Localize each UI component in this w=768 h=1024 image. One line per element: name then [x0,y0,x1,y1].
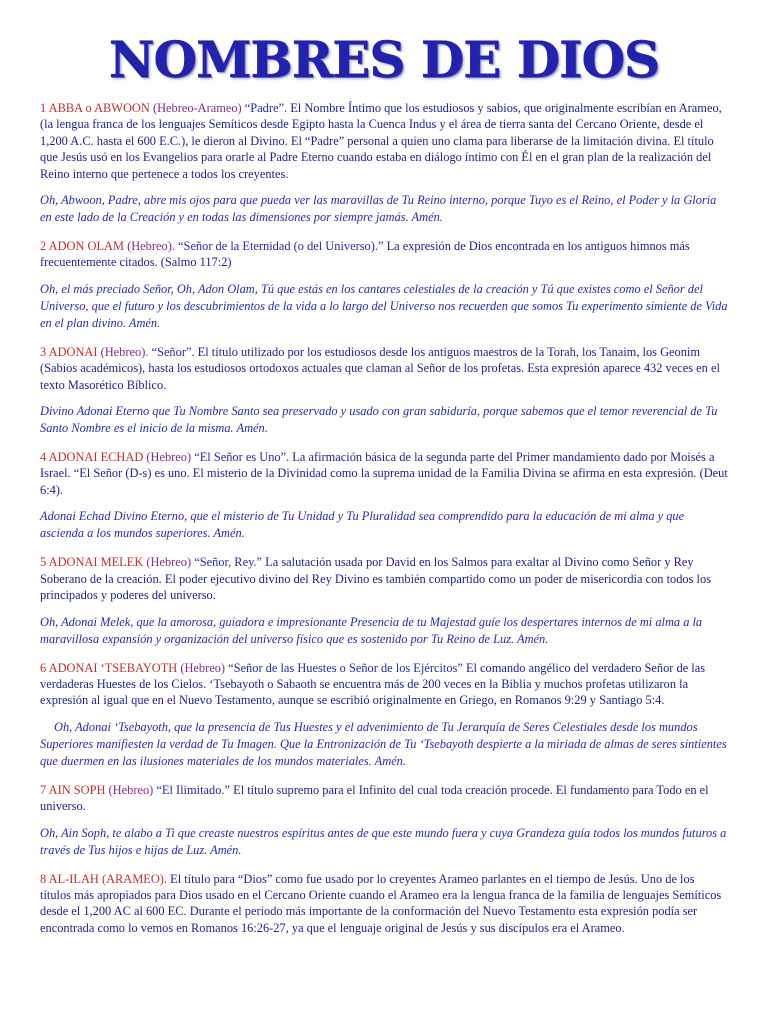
entry-4-language: (Hebreo) [146,450,192,465]
entry-6-number: 6 [40,660,47,675]
entry-2-language: (Hebreo). [127,239,175,254]
entry-6 [40,660,728,770]
entry-4 [40,449,728,542]
entry-3-language: (Hebreo). [100,344,149,359]
entry-4-number: 4 [40,450,47,465]
entry-7 [40,782,728,859]
entry-2-body: La expresión de Dios encontrada en los antiguos himnos más frecuentemente citados. (Salmo 117:2) [40,239,690,270]
entry-8-body: El título para “Dios” como fue usado por lo creyentes Arameo parlantes en el tiempo de Jesús. Uno de los títulos más apropiados para Dios usado en el Cercano Oriente cuando el Arameo era la lengua franca de la familia de lenguajes Semíticos desde el 1,200 AC al 600 EC. Durante el periodo más importante de la conformación del Nuevo Testamento esta expresión podía ser encontrada como lo vemos en Romanos 16:26-27, ya que el lenguaje original de Jesús y sus discípulos era el Arameo. [40,871,722,935]
entry-5-name: ADONAI MELEK [48,555,144,570]
entry-8-name: AL-ILAH (ARAMEO). [48,871,168,886]
entry-7-body: El título supremo para el Infinito del cual toda creación procede. El fundamento para Todo en el universo. [40,782,709,814]
entry-2-definition [40,238,728,271]
entry-1 [40,100,728,226]
entry-1-meaning: “Padre”. [244,101,288,115]
entry-1-language: (Hebreo-Arameo) [152,101,242,115]
entry-3-meaning: “Señor”. [151,344,195,359]
entry-2-prayer: Oh, el más preciado Señor, Oh, Adon Olam, Tú que estás en los cantares celestiales de la creación y Tú que existes como el Señor del Universo, que el futuro y los descubrimientos de la vida a lo largo del Universo nos recuerden que somos Tu experimento simiente de Vida en el plan divino. Amén. [40,281,728,330]
entry-1-number: 1 [40,101,47,115]
entry-4-body: La afirmación básica de la segunda parte del Primer mandamiento dado por Moisés a Israel. “El Señor (D-s) es uno. El misterio de la Divinidad como la suprema unidad de la Familia Divina se afirma en esta expresión. (Deut 6:4). [40,450,728,497]
entry-4-meaning: “El Señor es Uno”. [194,450,290,465]
entry-7-language: (Hebreo) [108,782,154,797]
entry-5-body: La salutación usada por David en los Salmos para exaltar al Divino como Señor y Rey Soberano de la creación. El poder ejecutivo divino del Rey Divino es también compartido como un poder de misericordia con todos los principados y poderes del universo. [40,555,711,603]
entry-4-prayer: Adonai Echad Divino Eterno, que el misterio de Tu Unidad y Tu Pluralidad sea comprendido para la educación de mi alma y que ascienda a los mundos superiores. Amén. [40,509,685,541]
entry-3-definition [40,344,728,393]
entry-3-prayer: Divino Adonai Eterno que Tu Nombre Santo sea preservado y usado con gran sabiduría, porque sabemos que el temor reverencial de Tu Santo Nombre es el inicio de la misma. Amén. [40,404,718,436]
entry-7-definition [40,782,728,815]
entry-3-number: 3 [40,344,47,359]
entry-1-name: ABBA o ABWOON [48,101,150,115]
entry-5-language: (Hebreo) [146,555,192,570]
entry-2-name: ADON OLAM [48,239,124,254]
entry-2-number: 2 [40,239,47,254]
entry-7-name: AIN SOPH [48,782,106,797]
entry-7-prayer: Oh, Ain Soph, te alabo a Ti que creaste nuestros espíritus antes de que este mundo fuera y cuya Grandeza guía todos los mundos futuros a través de Tus hijos e hijas de Luz. Amén. [40,825,727,857]
entry-6-meaning: “Señor de las Huestes o Señor de los Ejércitos” [228,660,463,675]
entry-3-name: ADONAI [48,344,98,359]
entry-6-definition [40,660,728,709]
entry-2-meaning: “Señor de la Eternidad (o del Universo).” [178,239,384,254]
entry-5-number: 5 [40,555,47,570]
entry-8 [40,871,728,937]
entry-8-number: 8 [40,871,47,886]
entry-7-meaning: “El Ilimitado.” [156,782,231,797]
entry-8-definition [40,871,728,937]
entry-4-name: ADONAI ECHAD [48,450,144,465]
entry-7-number: 7 [40,782,47,797]
entry-5-definition [40,554,728,603]
entry-6-language: (Hebreo) [180,660,226,675]
entry-1-prayer: Oh, Abwoon, Padre, abre mis ojos para que pueda ver las maravillas de Tu Reino interno, porque Tuyo es el Reino, el Poder y la Gloria en este lado de la Creación y en todas las dimensiones por siempre jamás. Amén. [40,193,717,225]
entry-2 [40,238,728,332]
entry-3 [40,344,728,437]
entry-5-prayer: Oh, Adonai Melek, que la amorosa, guiadora e impresionante Presencia de tu Majestad guíe los despertares internos de mi alma a la maravillosa expansión y organización del universo físico que es sostenido por Tu Reino de Luz. Amén. [40,614,703,646]
entry-4-definition [40,449,728,498]
entry-1-definition [40,100,728,182]
entry-6-name: ADONAI ‘TSEBAYOTH [48,660,178,675]
entry-5-meaning: “Señor, Rey.” [194,555,263,570]
entry-6-prayer: Oh, Adonai ‘Tsebayoth, que la presencia de Tus Huestes y el advenimiento de Tu Jerarquía de Seres Celestiales desde los mundos Superiores manifiesten la verdad de Tu Imagen. Que la Entronización de Tu ‘Tsebayoth despierte a la miriada de almas de seres sintientes que duermen en las ilusiones materiales de los mundos materiales. Amén. [40,719,727,768]
entry-6-body: El comando angélico del verdadero Señor de las verdaderas Huestes de los Cielos. ‘Tsebayoth o Sabaoth se encuentra más de 200 veces en la Biblia y muchos profetas utilizaron la expresión al igual que en el Nuevo Testamento, aunque se escribió originalmente en Griego, en Romanos 9:29 y Santiago 5:4. [40,660,706,708]
entry-1-body: El Nombre Íntimo que los estudiosos y sabios, que originalmente escribían en Arameo, (la lengua franca de los lenguajes Semíticos desde Egipto hasta la Cuenca Indus y el área de tierra santa del Cercano Oriente, desde el 1,200 A.C. hasta el 600 E.C.), le dieron al Divino. El “Padre” personal a quien uno clama para liberarse de la limitación divina. El título que Jesús usó en los Evangelios para orarle al Padre Eterno cuando estaba en diálogo íntimo con Él en el gran plan de la realización del Reino interno que pertenece a todos los creyentes. [40,101,722,181]
entry-5 [40,554,728,647]
entry-3-body: El título utilizado por los estudiosos desde los antiguos maestros de la Torah, los Tanaim, los Geonim (Sabios académicos), hasta los estudiosos ortodoxos actuales que claman al Señor de los profetas. Esta expresión aparece 432 veces en el texto Masorético Bíblico. [40,344,720,392]
page-title: NOMBRES DE DIOS [108,30,660,89]
